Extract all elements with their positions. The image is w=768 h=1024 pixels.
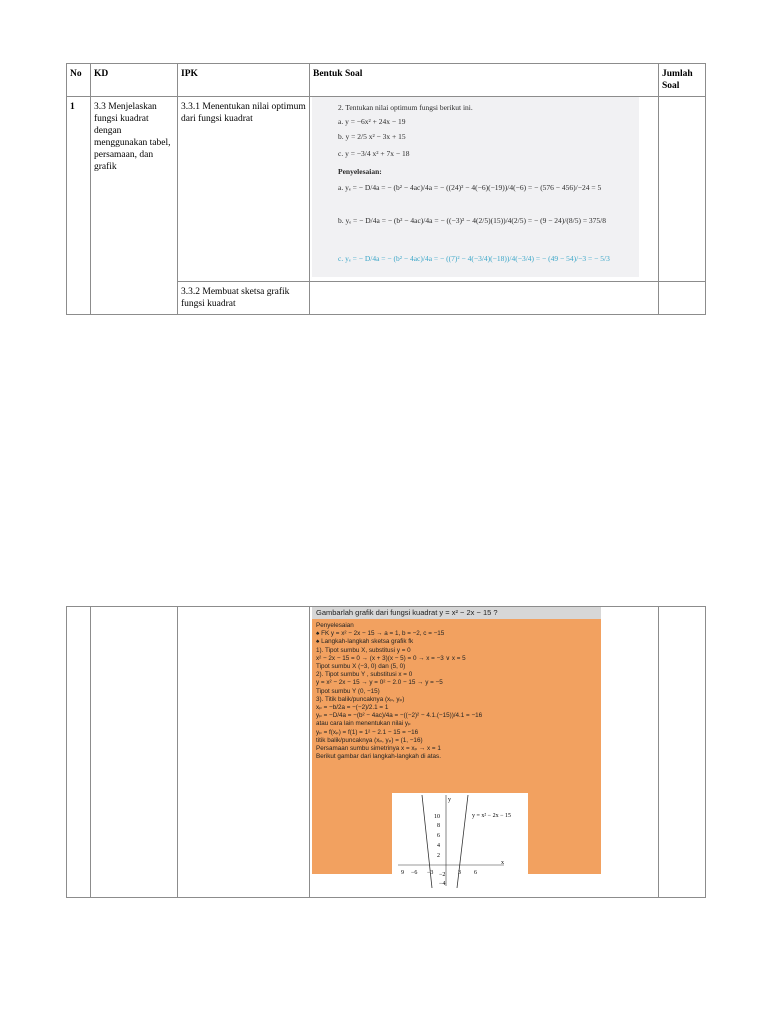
- jumlah-cell-1: [659, 97, 706, 282]
- solution-a: a. yₑ = − D/4a = − (b² − 4ac)/4a = − ((24)² − 4(−6)(−19))/4(−6) = − (576 − 456)/−24 = 5: [338, 183, 602, 192]
- y-tick-label: 8: [437, 823, 440, 829]
- x-axis-label: x: [501, 860, 504, 866]
- solution-line: titik balik/puncaknya (xₚ, yₚ) = (1, −16): [316, 736, 423, 744]
- row-number: 1: [67, 97, 91, 315]
- x-tick-label: −3: [427, 870, 434, 876]
- solution-line: ♠ Langkah-langkah sketsa grafik fk: [316, 638, 414, 646]
- header-ipk: IPK: [178, 64, 310, 97]
- table-row: [67, 97, 706, 282]
- solution-line: 3). Titik balik/puncaknya (xₚ, yₚ): [316, 695, 405, 703]
- solution-line: atau cara lain menentukan nilai yₚ: [316, 720, 411, 728]
- y-tick-label: −2: [439, 872, 446, 878]
- grafik-solution: [312, 619, 601, 887]
- y-tick-label: 10: [434, 814, 440, 820]
- header-kd: KD: [91, 64, 178, 97]
- soal-a: a. y = −6x² + 24x − 19: [338, 117, 406, 126]
- kd-cell: 3.3 Menjelaskan fungsi kuadrat dengan menggunakan tabel, persamaan, dan grafik: [91, 97, 178, 315]
- solution-line: y = x² − 2x − 15 → y = 0² − 2.0 − 15 → y = −5: [316, 679, 443, 687]
- soal-title: 2. Tentukan nilai optimum fungsi berikut ini.: [338, 103, 473, 112]
- y-tick-label: 4: [437, 843, 440, 849]
- solution-line: x² − 2x − 15 = 0 → (x + 3)(x − 5) = 0 → x = −3 ∨ x = 5: [316, 654, 466, 662]
- solution-line: Tipot sumbu X (−3, 0) dan (5, 0): [316, 663, 406, 671]
- solution-line: yₚ = −D/4a = −(b² − 4ac)/4a = −((−2)² − 4.1.(−15))/4.1 = −16: [316, 712, 483, 720]
- parabola-graph: [392, 793, 528, 888]
- soal-grafik-image: [312, 607, 601, 887]
- soal-optimum-image: [312, 97, 639, 277]
- kisi-kisi-table-continued: [66, 606, 706, 898]
- header-bentuk-soal: Bentuk Soal: [310, 64, 659, 97]
- parabola-svg: [392, 793, 528, 888]
- solution-b: b. yₑ = − D/4a = − (b² − 4ac)/4a = − ((−3)² − 4(2/5)(15))/4(2/5) = − (9 − 24)/(8/5) = 375/8: [338, 216, 607, 225]
- x-tick-label: 3: [458, 870, 461, 876]
- solution-line: Persamaan sumbu simetrinya x = xₚ → x = 1: [316, 745, 441, 753]
- solution-line: Penyelesaian: [316, 622, 354, 629]
- jumlah-cell-continued: [659, 607, 706, 898]
- solution-line: Berikut gambar dari langkah-langkah di atas.: [316, 753, 441, 761]
- solution-line: yₚ = f(xₚ) = f(1) = 1² − 2.1 − 15 = −16: [316, 728, 419, 736]
- graph-equation-label: y = x² − 2x − 15: [472, 813, 511, 819]
- solution-c: c. yₑ = − D/4a = − (b² − 4ac)/4a = − ((7)² − 4(−3/4)(−18))/4(−3/4) = − (49 − 54)/−3 = − 5/3: [338, 254, 610, 263]
- header-row: [67, 64, 706, 97]
- penyelesaian-label: Penyelesaian:: [338, 167, 382, 176]
- x-tick-label: 9: [401, 870, 404, 876]
- table-row: [67, 607, 706, 898]
- soal-c: c. y = −3/4 x² + 7x − 18: [338, 149, 410, 158]
- x-tick-label: −6: [411, 870, 418, 876]
- x-tick-label: 6: [474, 870, 477, 876]
- solution-line: xₚ = −b/2a = −(−2)/2.1 = 1: [316, 704, 389, 712]
- y-tick-label: 6: [437, 833, 440, 839]
- header-no: No: [67, 64, 91, 97]
- kd-cell-continued: [91, 607, 178, 898]
- ipk-cell-continued: [178, 607, 310, 898]
- y-axis-label: y: [448, 797, 451, 803]
- ipk-cell-1: 3.3.1 Menentukan nilai optimum dari fungsi kuadrat: [178, 97, 310, 282]
- header-jumlah-soal: Jumlah Soal: [659, 64, 706, 97]
- solution-line: 1). Tipot sumbu X, substitusi y = 0: [316, 646, 411, 654]
- kisi-kisi-table: [66, 63, 706, 315]
- soal-cell-2: [310, 282, 659, 315]
- ipk-cell-2: 3.3.2 Membuat sketsa grafik fungsi kuadrat: [178, 282, 310, 315]
- no-cell-continued: [67, 607, 91, 898]
- soal-grafik-cell: [310, 607, 659, 898]
- y-tick-label: −4: [439, 881, 446, 887]
- solution-line: ♠ FK y = x² − 2x − 15 → a = 1, b = −2, c = −15: [316, 630, 445, 638]
- soal-b: b. y = 2/5 x² − 3x + 15: [338, 132, 406, 141]
- jumlah-cell-2: [659, 282, 706, 315]
- y-tick-label: 2: [437, 853, 440, 859]
- solution-line: Tipot sumbu Y (0, −15): [316, 687, 380, 695]
- soal-cell-1: [310, 97, 659, 282]
- grafik-question: Gambarlah grafik dari fungsi kuadrat y = x² − 2x − 15 ?: [312, 607, 601, 619]
- solution-line: 2). Tipot sumbu Y , substitusi x = 0: [316, 671, 413, 679]
